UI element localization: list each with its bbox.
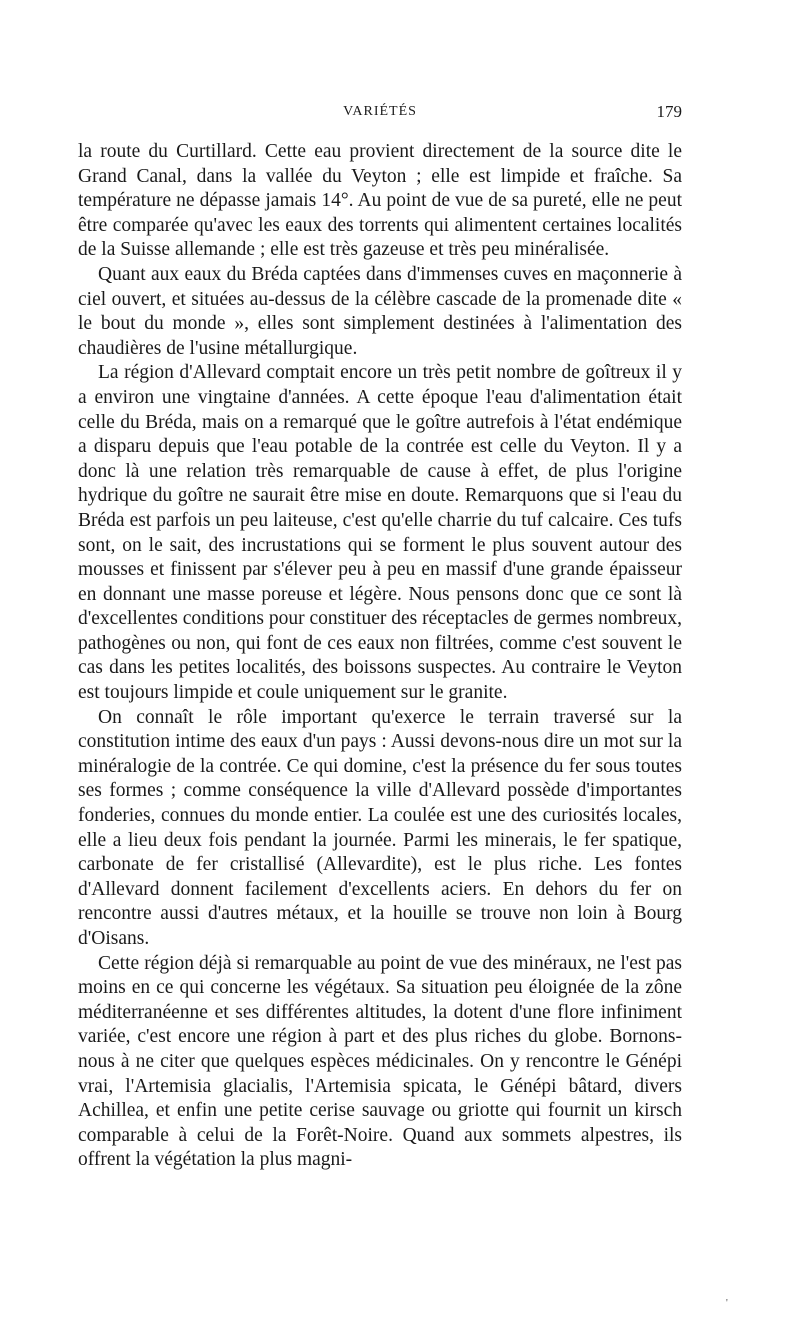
body-text (78, 140, 682, 1173)
paragraph-breda-waters: Quant aux eaux du Bréda captées dans d'immenses cuves en maçonnerie à ciel ouvert, et situées au-dessus de la célèbre cascade de la promenade dite « le bout du monde », elles sont simplement destinées à l'alimentation des chaudières de l'usine métallurgique. (78, 263, 682, 359)
paragraph-goitre: La région d'Allevard comptait encore un très petit nombre de goîtreux il y a environ une vingtaine d'années. A cette époque l'eau d'alimentation était celle du Bréda, mais on a remarqué que le goître autrefois à l'état endémique a disparu depuis que l'eau potable de la contrée est celle du Veyton. Il y a donc là une relation très remarquable de cause à effet, de plus l'origine hydrique du goître ne saurait être mise en doute. Remarquons que si l'eau du Bréda est parfois un peu laiteuse, c'est qu'elle charrie du tuf calcaire. Ces tufs sont, on le sait, des incrustations qui se forment le plus souvent autour des mousses et finissent par s'élever peu à peu en massif d'une grande épaisseur en donnant une masse poreuse et légère. Nous pensons donc que ce sont là d'excellentes conditions pour constituer des réceptacles de germes nombreux, pathogènes ou non, qui font de ces eaux non filtrées, comme c'est souvent le cas dans les petites localités, des boissons suspectes. Au contraire le Veyton est toujours limpide et coule uniquement sur le granite. (78, 362, 683, 704)
paragraph-continuation: la route du Curtillard. Cette eau provient directement de la source dite le Grand Canal, dans la vallée du Veyton ; elle est limpide et fraîche. Sa température ne dépasse jamais 14°. Au point de vue de sa pureté, elle ne peut être comparée qu'avec les eaux des torrents qui alimentent certaines localités de la Suisse allemande ; elle est très gazeuse et très peu minéralisée. (78, 141, 682, 261)
running-header (78, 102, 682, 124)
paragraph-vegetation: Cette région déjà si remarquable au point de vue des minéraux, ne l'est pas moins en ce qui concerne les végétaux. Sa situation peu éloignée de la zône méditerranéenne et ses différentes altitudes, la dotent d'une flore infiniment variée, c'est encore une région à part et des plus riches du globe. Bornons-nous à ne citer que quelques espèces médicinales. On y rencontre le Génépi vrai, l'Artemisia glacialis, l'Artemisia spicata, le Génépi bâtard, divers Achillea, et enfin une petite cerise sauvage ou griotte qui fournit un kirsch comparable à celui de la Forêt-Noire. Quand aux sommets alpestres, ils offrent la végétation la plus magni- (78, 952, 682, 1171)
paragraph-mineralogy: On connaît le rôle important qu'exerce le terrain traversé sur la constitution intime des eaux d'un pays : Aussi devons-nous dire un mot sur la minéralogie de la contrée. Ce qui domine, c'est la présence du fer sous toutes ses formes ; comme conséquence la ville d'Allevard possède d'importantes fonderies, connues du monde entier. La coulée est une des curiosités locales, elle a lieu deux fois pendant la journée. Parmi les minerais, le fer spatique, carbonate de fer cristallisé (Allevardite), est le plus riche. Les fontes d'Allevard donnent facilement d'excellents aciers. En dehors du fer on rencontre aussi d'autres métaux, et la houille se trouve non loin à Bourg d'Oisans. (78, 706, 682, 949)
stray-mark: ' (726, 1298, 728, 1309)
running-title: VARIÉTÉS (343, 104, 417, 119)
page-number: 179 (656, 102, 682, 121)
